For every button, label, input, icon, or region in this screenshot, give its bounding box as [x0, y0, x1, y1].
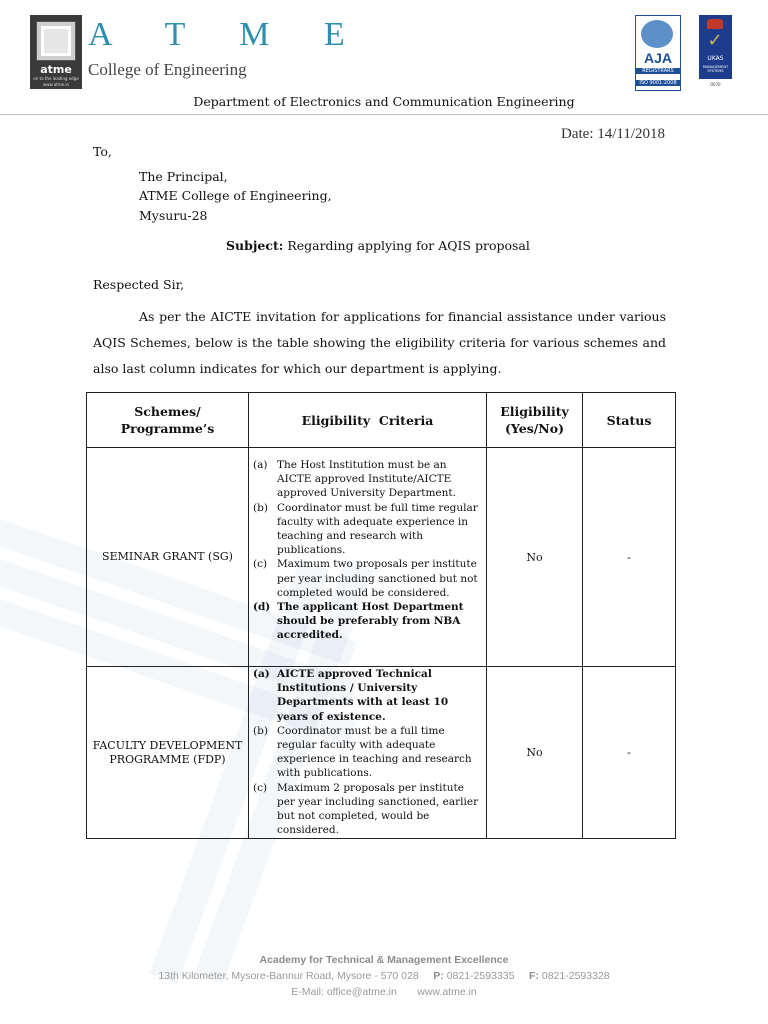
footer-academy: Academy for Technical & Management Excellence [259, 954, 509, 966]
globe-icon [641, 20, 673, 48]
criteria-text: Coordinator must be a full time regular faculty with adequate experience in teaching and research with publications. [277, 724, 472, 780]
check-icon: ✓ [707, 30, 723, 51]
atme-logo [30, 15, 82, 89]
footer-address-line [0, 970, 768, 982]
criteria-item [253, 557, 482, 600]
criteria-item [253, 600, 482, 643]
eligibility-table [86, 392, 676, 839]
letter-date: Date: 14/11/2018 [561, 126, 666, 142]
criteria-item [253, 667, 482, 724]
college-name: College of Engineering [88, 60, 247, 79]
criteria-text: Maximum 2 proposals per institute per year including sanctioned, earlier but not completed, would be considered. [277, 781, 479, 837]
criteria-text: Maximum two proposals per institute per year including sanctioned but not completed would be considered. [277, 558, 478, 599]
criteria-text: The Host Institution must be an AICTE approved Institute/AICTE approved University Department. [277, 459, 456, 500]
table-row [87, 667, 676, 839]
ukas-certification-badge [699, 15, 732, 79]
criteria-label: (c) [253, 558, 268, 571]
footer-fax: 0821-2593328 [541, 970, 610, 982]
column-header-status: Status [583, 393, 676, 448]
ukas-subtitle: MANAGEMENT SYSTEMS [702, 65, 729, 73]
footer-contact-line [0, 986, 768, 998]
status-cell: - [583, 667, 676, 839]
criteria-item [253, 781, 482, 838]
criteria-label: (d) [253, 601, 271, 614]
logo-url: www.atme.in [42, 82, 69, 87]
footer-address: 13th Kilometer, Mysore-Bannur Road, Mysore - 570 028 [158, 970, 419, 982]
criteria-cell [249, 667, 487, 839]
scheme-cell: SEMINAR GRANT (SG) [87, 448, 249, 667]
logo-word: atme [40, 63, 72, 76]
footer-fax-label: F: [529, 970, 539, 982]
address-line: ATME College of Engineering, [139, 188, 332, 203]
subject-text: Regarding applying for AQIS proposal [283, 238, 530, 253]
header-divider [0, 114, 768, 115]
subject-line [226, 238, 530, 254]
criteria-label: (c) [253, 781, 268, 794]
criteria-list [253, 667, 482, 837]
footer-phone-label: P: [433, 970, 444, 982]
ukas-number: 0070 [710, 82, 721, 87]
criteria-cell [249, 448, 487, 667]
brand-name: A T M E [88, 16, 368, 53]
aja-iso: ISO 9001:2008 [636, 80, 680, 86]
column-header-schemes: Schemes/ Programme’s [87, 393, 249, 448]
ukas-label: UKAS [707, 55, 724, 62]
scheme-cell: FACULTY DEVELOPMENT PROGRAMME (FDP) [87, 667, 249, 839]
footer-email-label: E-Mail: [291, 986, 324, 998]
footer-email: office@atme.in [326, 986, 397, 998]
criteria-text: Coordinator must be full time regular faculty with adequate experience in teaching and research with publications. [277, 501, 478, 557]
column-header-criteria: Eligibility Criteria [249, 393, 487, 448]
eligibility-cell: No [487, 667, 583, 839]
footer-phone: 0821-2593335 [446, 970, 515, 982]
letter-body-text: As per the AICTE invitation for applications for financial assistance under various AQIS Schemes, below is the table showing the eligibility criteria for various schemes and also last column indicates for which our department is applying. [93, 309, 666, 376]
criteria-text: AICTE approved Technical Institutions / University Departments with at least 10 years of existence. [277, 668, 449, 723]
footer-website: www.atme.in [417, 986, 477, 998]
salutation: Respected Sir, [93, 277, 185, 292]
subject-label: Subject: [226, 238, 284, 253]
eligibility-cell: No [487, 448, 583, 667]
column-header-eligibility: Eligibility (Yes/No) [487, 393, 583, 448]
logo-frame [36, 21, 76, 61]
aja-registrars: REGISTRARS [636, 68, 680, 74]
table-header-row [87, 393, 676, 448]
department-title: Department of Electronics and Communication Engineering [193, 94, 575, 109]
criteria-label: (b) [253, 724, 268, 737]
criteria-item [253, 501, 482, 558]
table-row [87, 448, 676, 667]
criteria-label: (a) [253, 459, 268, 471]
logo-tagline: on to the leading edge [33, 76, 79, 81]
criteria-label: (a) [253, 668, 270, 680]
aja-label: AJA [643, 50, 672, 66]
criteria-item [253, 724, 482, 781]
crown-icon [707, 19, 723, 29]
address-line: Mysuru-28 [139, 208, 208, 223]
letter-to: To, [93, 144, 112, 159]
address-line: The Principal, [139, 169, 228, 184]
aja-certification-badge [635, 15, 681, 91]
criteria-label: (b) [253, 501, 268, 514]
criteria-list [253, 458, 482, 643]
criteria-text: The applicant Host Department should be preferably from NBA accredited. [277, 601, 464, 642]
status-cell: - [583, 448, 676, 667]
criteria-item [253, 458, 482, 501]
letter-body [93, 304, 666, 382]
logo-inner-square [41, 26, 71, 56]
